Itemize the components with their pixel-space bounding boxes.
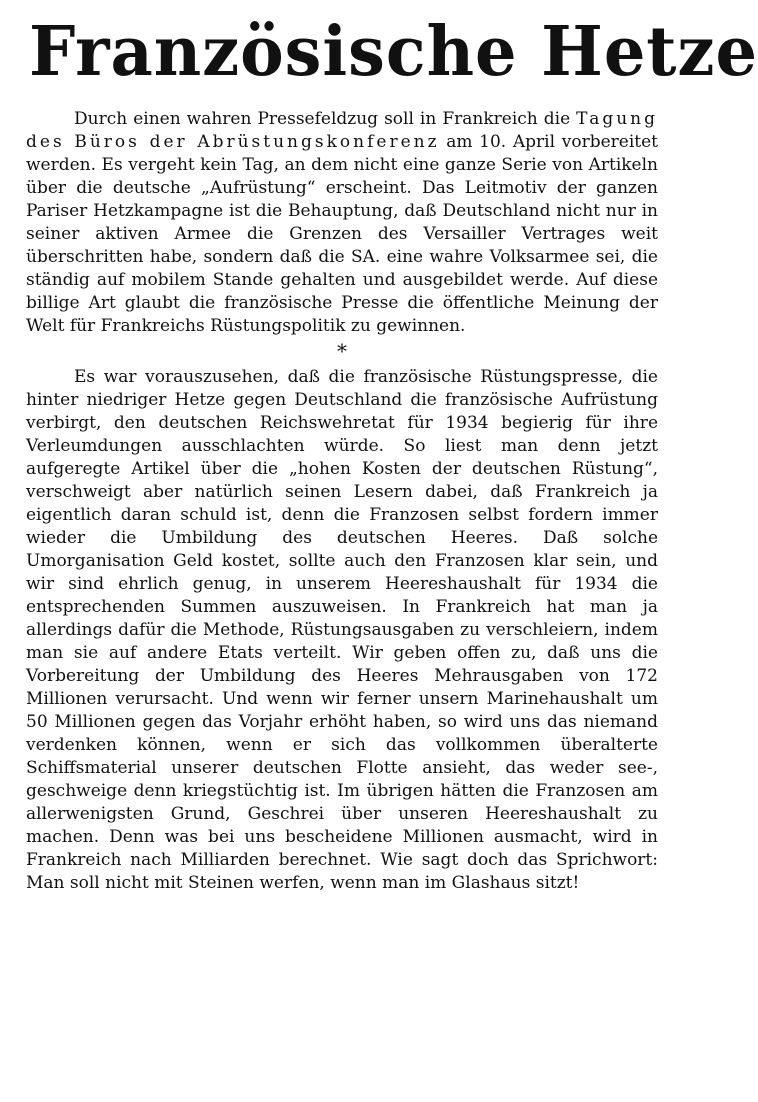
article-paragraph-2: Es war vorauszusehen, daß die französische Rüstungspresse, die hinter niedriger Hetze gegen Deutschland die französische Aufrüstung verbirgt, den deutschen Reichswehretat für 1934 begierig für ihre Verleumdungen ausschlachten würde. So liest man denn jetzt aufgeregte Artikel über die „hohen Kosten der deutschen Rüstung“, verschweigt aber natürlich seinen Lesern dabei, daß Frankreich ja eigentlich daran schuld ist, denn die Franzosen selbst fordern immer wieder die Umbildung des deutschen Heeres. Daß solche Umorganisation Geld kostet, sollte auch den Franzosen klar sein, und wir sind ehrlich genug, in unserem Heereshaushalt für 1934 die entsprechenden Summen auszuweisen. In Frankreich hat man ja allerdings dafür die Methode, Rüstungsausgaben zu verschleiern, indem man sie auf andere Etats verteilt. Wir geben offen zu, daß uns die Vorbereitung der Umbildung des Heeres Mehrausgaben von 172 Millionen verursacht. Und wenn wir ferner unsern Marinehaushalt um 50 Millionen gegen das Vorjahr erhöht haben, so wird uns das niemand verdenken können, wenn er sich das vollkommen überalterte Schiffsmaterial unserer deutschen Flotte ansieht, das weder see-, geschweige denn kriegstüchtig ist. Im übrigen hätten die Franzosen am allerwenigsten Grund, Geschrei über unseren Heereshaushalt zu machen. Denn was bei uns bescheidene Millionen ausmacht, wird in Frankreich nach Milliarden berechnet. Wie sagt doch das Sprichwort: Man soll nicht mit Steinen werfen, wenn man im Glashaus sitzt! [26,367,658,893]
article-body [26,108,658,895]
paragraph-1-spaced-phrase: Tagung des Büros der Abrüstungskonferenz [26,109,658,152]
article-headline: Französische Hetze [28,12,758,92]
article-paragraph-1 [26,108,658,338]
paragraph-1-intro: Durch einen wahren Pressefeldzug soll in Frankreich die [74,109,577,129]
paragraph-1-rest: am 10. April vorbereitet werden. Es vergeht kein Tag, an dem nicht eine ganze Serie von Artikeln über die deutsche „Aufrüstung“ erscheint. Das Leitmotiv der ganzen Pariser Hetzkampagne ist die Behauptung, daß Deutschland nicht nur in seiner aktiven Armee die Grenzen des Versailler Vertrages weit überschritten habe, sondern daß die SA. eine wahre Volksarmee sei, die ständig auf mobilem Stande gehalten und ausgebildet werde. Auf diese billige Art glaubt die französische Presse die öffentliche Meinung der Welt für Frankreichs Rüstungspolitik zu gewinnen. [26,132,658,336]
section-separator-asterisk: * [337,339,347,363]
